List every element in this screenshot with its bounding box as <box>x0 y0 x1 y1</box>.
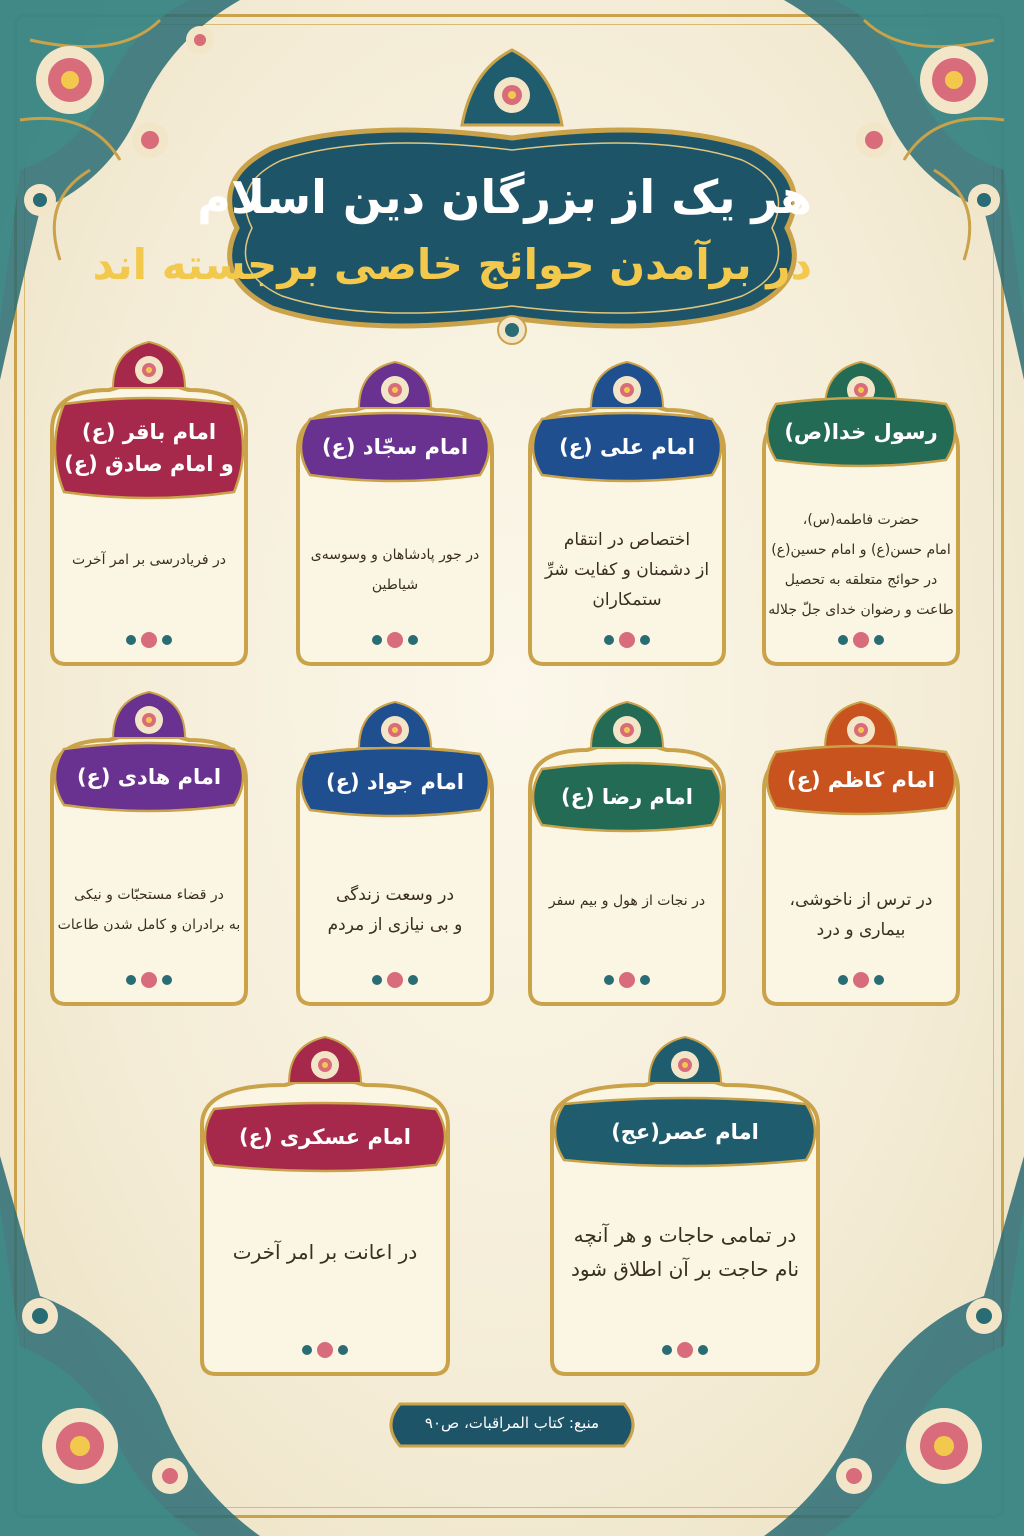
card-frame <box>518 360 736 670</box>
card-title <box>54 761 244 793</box>
card-askari <box>190 1035 460 1380</box>
card-title-line: امام کاظم (ع) <box>787 768 935 792</box>
card-title <box>54 416 244 480</box>
card-description-line: بیماری و درد <box>816 920 906 940</box>
card-title-line: امام هادی (ع) <box>76 765 222 789</box>
card-title <box>300 431 490 463</box>
card-title <box>532 431 722 463</box>
card-description-line: در قضاء مستحبّات و نیکی <box>74 887 224 903</box>
title-line-1: هر یک از بزرگان دین اسلام <box>197 170 812 224</box>
card-description-line: از دشمنان و کفایت شرِّ <box>544 560 710 580</box>
card-title-line: امام علی (ع) <box>559 435 695 459</box>
card-frame <box>40 340 258 670</box>
card-title-line: امام جواد (ع) <box>326 770 464 794</box>
card-description-line: در تمامی حاجات و هر آنچه <box>573 1223 797 1247</box>
card-rasool <box>752 360 970 670</box>
card-title-line: امام سجّاد (ع) <box>321 435 469 459</box>
card-kazem <box>752 700 970 1010</box>
card-description-line: ستمکاران <box>592 590 662 610</box>
source-text: منبع: کتاب المراقبات، ص۹۰ <box>424 1414 600 1432</box>
title-banner <box>92 118 812 338</box>
card-description-line: در ترس از ناخوشی، <box>789 890 933 910</box>
card-title-line: رسول خدا(ص) <box>784 420 938 444</box>
card-frame <box>286 360 504 670</box>
source-badge <box>380 1402 644 1448</box>
card-title <box>766 416 956 448</box>
card-title <box>204 1121 446 1153</box>
card-title-line: امام باقر (ع) <box>81 420 217 444</box>
card-title <box>766 764 956 796</box>
card-description-line: در حوائج متعلقه به تحصیل <box>784 572 938 588</box>
card-description <box>554 1218 816 1286</box>
card-frame <box>518 700 736 1010</box>
card-description-line: امام حسن(ع) و امام حسین(ع) <box>771 542 951 558</box>
card-description-line: و بی نیازی از مردم <box>327 915 463 935</box>
card-description <box>204 1235 446 1269</box>
card-description-line: شیاطین <box>371 577 419 593</box>
card-frame <box>540 1035 830 1380</box>
card-description-line: نام حاجت بر آن اطلاق شود <box>570 1257 800 1281</box>
card-title <box>532 781 722 813</box>
card-title <box>554 1116 816 1148</box>
card-hadi <box>40 690 258 1010</box>
card-description-line: در وسعت زندگی <box>335 885 455 905</box>
card-description-line: اختصاص در انتقام <box>563 530 691 550</box>
card-description-line: در جور پادشاهان و وسوسه‌ی <box>310 547 480 563</box>
card-description <box>532 525 722 615</box>
card-baqer <box>40 340 258 670</box>
card-title-line: امام عصر(عج) <box>611 1120 759 1144</box>
card-description <box>300 880 490 940</box>
card-description <box>300 540 490 600</box>
top-crest-ornament <box>452 40 572 130</box>
card-sajjad <box>286 360 504 670</box>
card-ali <box>518 360 736 670</box>
card-frame <box>40 690 258 1010</box>
card-reza <box>518 700 736 1010</box>
card-title-line: امام عسکری (ع) <box>239 1125 411 1149</box>
card-description <box>766 885 956 945</box>
card-description <box>54 880 244 940</box>
card-title-line: و امام صادق (ع) <box>64 452 234 476</box>
banner-bottom-flower-icon <box>492 310 532 350</box>
card-description-line: در فریادرسی بر امر آخرت <box>72 552 226 568</box>
card-description <box>532 886 722 916</box>
card-description <box>54 545 244 575</box>
title-line-2: در برآمدن حوائج خاصی برجسته اند <box>92 240 812 289</box>
card-title <box>300 766 490 798</box>
card-description <box>766 505 956 625</box>
card-asr <box>540 1035 830 1380</box>
card-description-line: به برادران و کامل شدن طاعات <box>57 917 241 933</box>
card-frame <box>190 1035 460 1380</box>
card-description-line: حضرت فاطمه(س)، <box>802 512 920 528</box>
card-javad <box>286 700 504 1010</box>
card-description-line: در اعانت بر امر آخرت <box>232 1240 418 1264</box>
card-title-line: امام رضا (ع) <box>561 785 693 809</box>
card-description-line: طاعت و رضوان خدای جلّ جلاله <box>768 602 954 618</box>
card-description-line: در نجات از هول و بیم سفر <box>548 893 706 909</box>
